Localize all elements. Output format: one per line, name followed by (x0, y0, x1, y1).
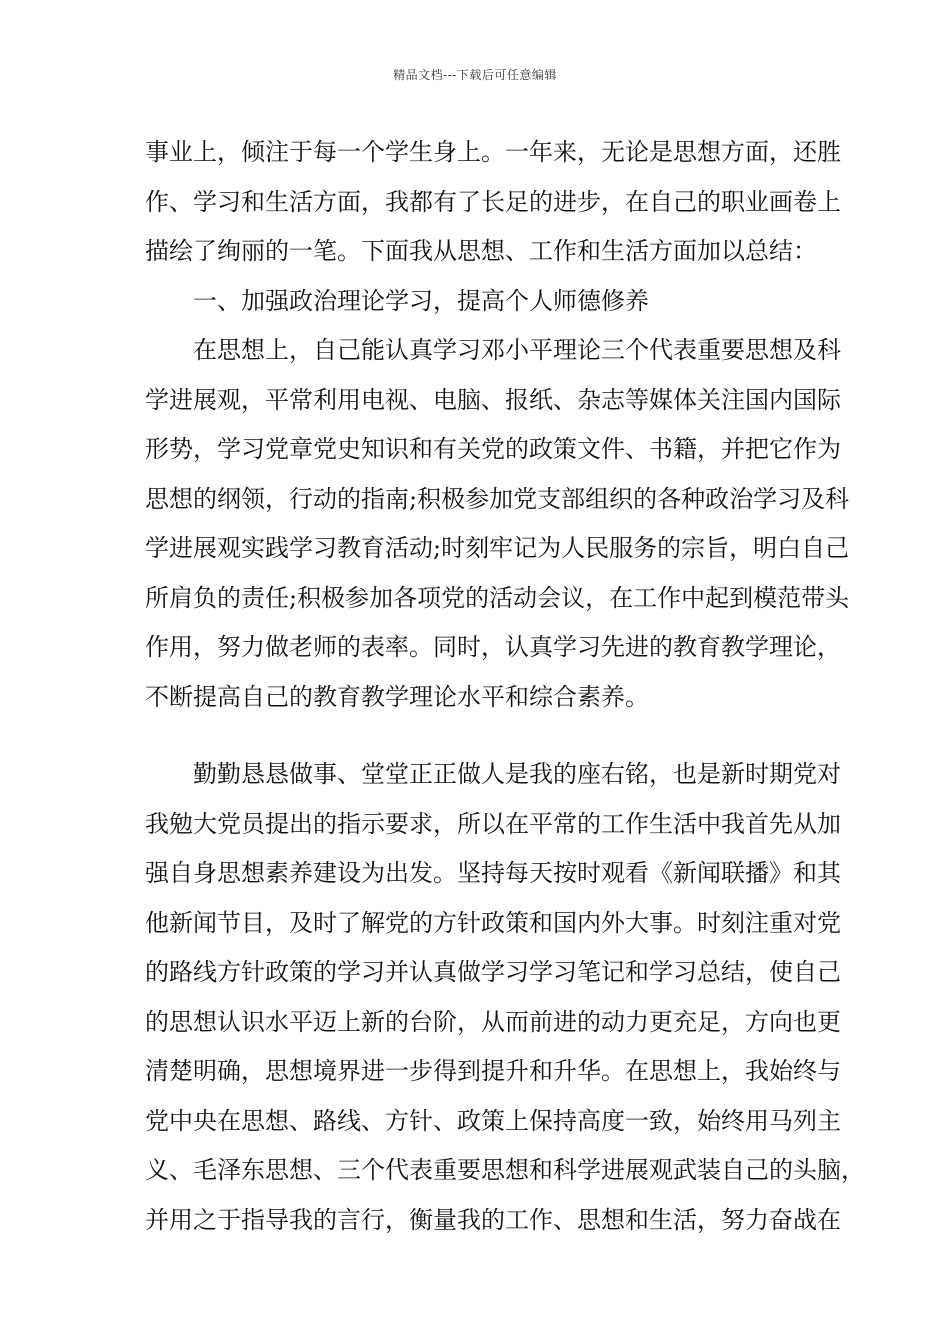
paragraph-line: 在思想上，自己能认真学习邓小平理论三个代表重要思想及科 (193, 336, 841, 364)
page-header: 精品文档---下载后可任意编辑 (393, 68, 557, 82)
paragraph-line: 作、学习和生活方面，我都有了长足的进步，在自己的职业画卷上 (145, 187, 841, 216)
section-heading: 一、加强政治理论学习，提高个人师德修养 (193, 286, 649, 315)
paragraph-line: 强自身思想素养建设为出发。坚持每天按时观看《新闻联播》和其 (145, 859, 841, 887)
paragraph-line: 形势，学习党章党史知识和有关党的政策文件、书籍，并把它作为 (145, 435, 841, 463)
paragraph-line: 学进展观实践学习教育活动;时刻牢记为人民服务的宗旨，明白自己 (145, 534, 850, 562)
paragraph-line: 不断提高自己的教育教学理论水平和综合素养。 (145, 682, 649, 711)
paragraph-line: 他新闻节目，及时了解党的方针政策和国内外大事。时刻注重对党 (145, 908, 841, 937)
paragraph-line: 清楚明确，思想境界进一步得到提升和升华。在思想上，我始终与 (145, 1057, 841, 1085)
paragraph-line: 作用，努力做老师的表率。同时，认真学习先进的教育教学理论， (145, 633, 841, 661)
paragraph-line: 事业上，倾注于每一个学生身上。一年来，无论是思想方面，还胜 (145, 138, 841, 166)
paragraph-line: 党中央在思想、路线、方针、政策上保持高度一致，始终用马列主 (145, 1106, 841, 1135)
paragraph-gap (145, 722, 830, 750)
paragraph-line: 义、毛泽东思想、三个代表重要思想和科学进展观武装自己的头脑， (145, 1156, 865, 1184)
paragraph-line: 所肩负的责任;积极参加各项党的活动会议，在工作中起到模范带头 (145, 583, 850, 612)
paragraph-line: 的路线方针政策的学习并认真做学习学习笔记和学习总结，使自己 (145, 958, 841, 986)
paragraph-line: 的思想认识水平迈上新的台阶，从而前进的动力更充足，方向也更 (145, 1007, 841, 1036)
paragraph-line: 思想的纲领，行动的指南;积极参加党支部组织的各种政治学习及科 (145, 484, 850, 513)
paragraph-line: 并用之于指导我的言行，衡量我的工作、思想和生活，努力奋战在 (145, 1205, 841, 1234)
paragraph-line: 勤勤恳恳做事、堂堂正正做人是我的座右铭，也是新时期党对 (193, 760, 841, 788)
paragraph-line: 我勉大党员提出的指示要求，所以在平常的工作生活中我首先从加 (145, 809, 841, 838)
paragraph-line: 学进展观，平常利用电视、电脑、报纸、杂志等媒体关注国内国际 (145, 385, 841, 414)
document-body (145, 128, 865, 1245)
paragraph-line: 描绘了绚丽的一笔。下面我从思想、工作和生活方面加以总结： (145, 237, 817, 265)
